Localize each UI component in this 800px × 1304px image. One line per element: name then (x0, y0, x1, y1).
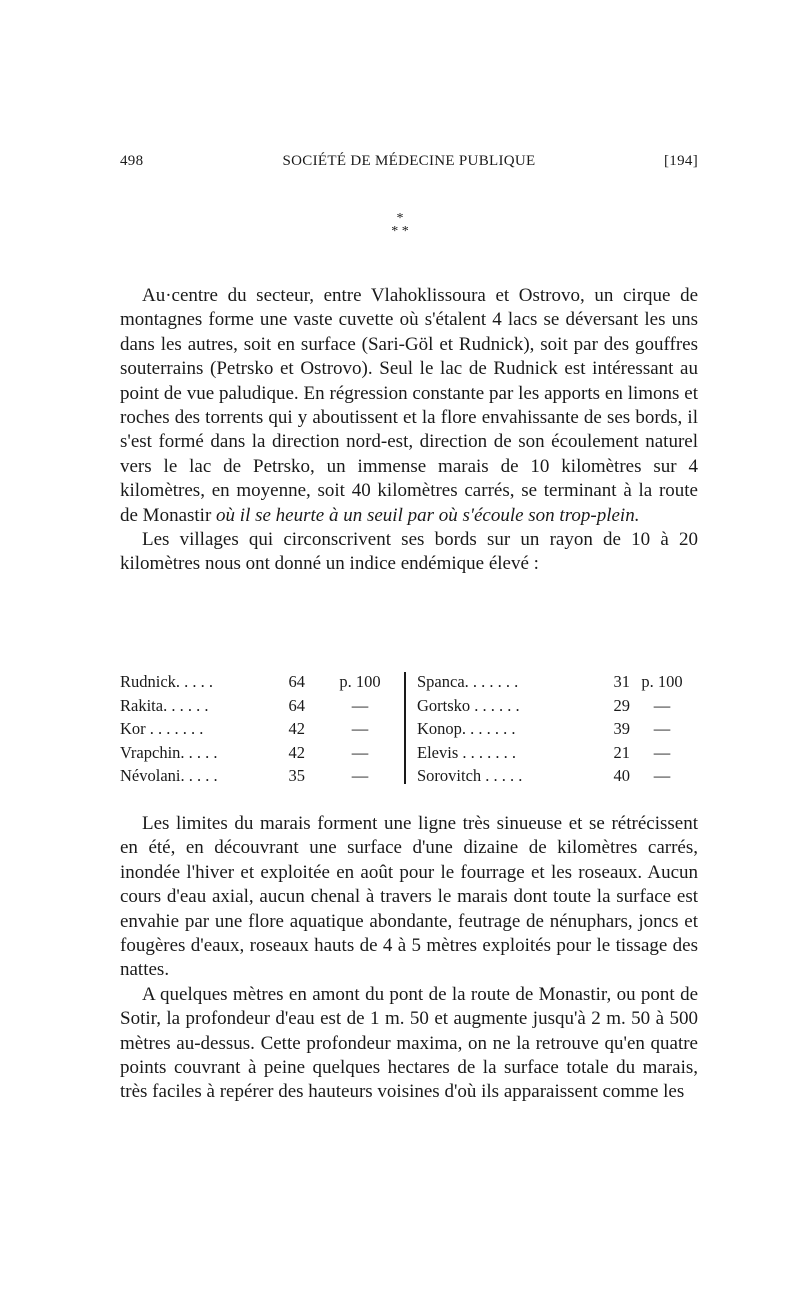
text-block-lower (120, 812, 698, 1105)
index-unit: — (653, 742, 671, 762)
index-value: 39 (613, 719, 630, 738)
bracket-page-reference: [194] (664, 153, 698, 169)
index-value: 31 (613, 672, 630, 691)
index-unit: p. 100 (641, 672, 683, 691)
index-value: 29 (613, 695, 630, 715)
running-title: SOCIÉTÉ DE MÉDECINE PUBLIQUE (282, 153, 536, 169)
table-row (120, 670, 409, 694)
index-unit: — (653, 695, 671, 715)
village-name: Spanca. . . . . . . (417, 672, 519, 691)
index-value: 64 (288, 672, 305, 691)
village-name: Vrapchin. . . . . (120, 742, 218, 762)
village-name: Gortsko . . . . . . (417, 695, 520, 715)
paragraph-villages: Les villages qui circonscrivent ses bords sur un rayon de 10 à 20 kilomètres nous ont donné un indice endémique élevé : (120, 529, 698, 575)
asterism-top: * (396, 211, 404, 226)
index-unit: — (351, 766, 369, 785)
index-unit: — (351, 695, 369, 715)
paragraph-cirque-italic: où il se heurte à un seuil par où s'écoule son trop-plein. (216, 504, 640, 526)
index-unit: p. 100 (339, 672, 381, 691)
running-header (120, 153, 698, 179)
table-row (417, 764, 706, 788)
village-name: Rakita. . . . . . (120, 695, 209, 715)
index-unit: — (351, 719, 369, 738)
table-row (120, 694, 409, 718)
index-value: 42 (288, 719, 305, 738)
table-row (417, 670, 706, 694)
asterism-separator (370, 212, 430, 252)
index-value: 35 (288, 766, 305, 785)
index-value: 64 (288, 695, 305, 715)
table-row (120, 764, 409, 788)
index-unit: — (653, 766, 671, 785)
village-name: Sorovitch . . . . . (417, 766, 523, 785)
index-value: 40 (613, 766, 630, 785)
table-row (417, 717, 706, 741)
index-unit: — (653, 719, 671, 738)
village-name: Névolani. . . . . (120, 766, 218, 785)
village-name: Elevis . . . . . . . (417, 742, 516, 762)
paragraph-depth: A quelques mètres en amont du pont de la route de Monastir, ou pont de Sotir, la profondeur d'eau est de 1 m. 50 et augmente jusqu'à 2 m. 50 à 500 mètres au-dessus. Cette profondeur maxima, on ne la retrouve qu'en quatre points couvrant à peine quelques hectares de la surface totale du marais, très faciles à repérer des hauteurs voisines d'où ils apparaissent comme les (120, 983, 698, 1103)
asterism-bottom: * * (391, 224, 409, 239)
table-row (417, 741, 706, 765)
village-name: Konop. . . . . . . (417, 719, 516, 738)
village-name: Rudnick. . . . . (120, 672, 214, 691)
index-value: 21 (613, 742, 630, 762)
page-number: 498 (120, 153, 144, 169)
paragraph-marsh-limits: Les limites du marais forment une ligne très sinueuse et se rétrécissent en été, en découvrant une surface d'une dizaine de kilomètres carrés, inondée l'hiver et exploitée en août pour le fourrage et les roseaux. Aucun cours d'eau axial, aucun chenal à travers le marais dont toute la surface est envahie par une flore aquatique abondante, feutrage de nénuphars, joncs et fougères d'eaux, roseaux hauts de 4 à 5 mètres exploités pour le tissage des nattes. (120, 813, 698, 981)
text-block-upper (120, 284, 698, 577)
table-column-divider (404, 672, 406, 784)
table-row (417, 694, 706, 718)
paragraph-cirque-text: Au·centre du secteur, entre Vlahoklissoura et Ostrovo, un cirque de montagnes forme une vaste cuvette où s'étalent 4 lacs se déversant les uns dans les autres, soit en surface (Sari-Göl et Rudnick), soit par des gouffres souterrains (Petrsko et Ostrovo). Seul le lac de Rudnick est intéressant au point de vue paludique. En régression constante par les apports en limons et roches des torrents qui y aboutissent et la flore envahissante de ses bords, il s'est formé dans la direction nord-est, direction de son écoulement naturel vers le lac de Petrsko, un immense marais de 10 kilomètres sur 4 kilomètres, en moyenne, soit 40 kilomètres carrés, se terminant à la route de Monastir (120, 285, 698, 526)
table-column-left (120, 670, 409, 788)
table-row (120, 717, 409, 741)
table-column-right (417, 670, 706, 788)
village-name: Kor . . . . . . . (120, 719, 204, 738)
endemic-index-table (120, 670, 698, 788)
table-row (120, 741, 409, 765)
index-value: 42 (288, 742, 305, 762)
paragraph-cirque (120, 284, 698, 528)
index-unit: — (351, 742, 369, 762)
